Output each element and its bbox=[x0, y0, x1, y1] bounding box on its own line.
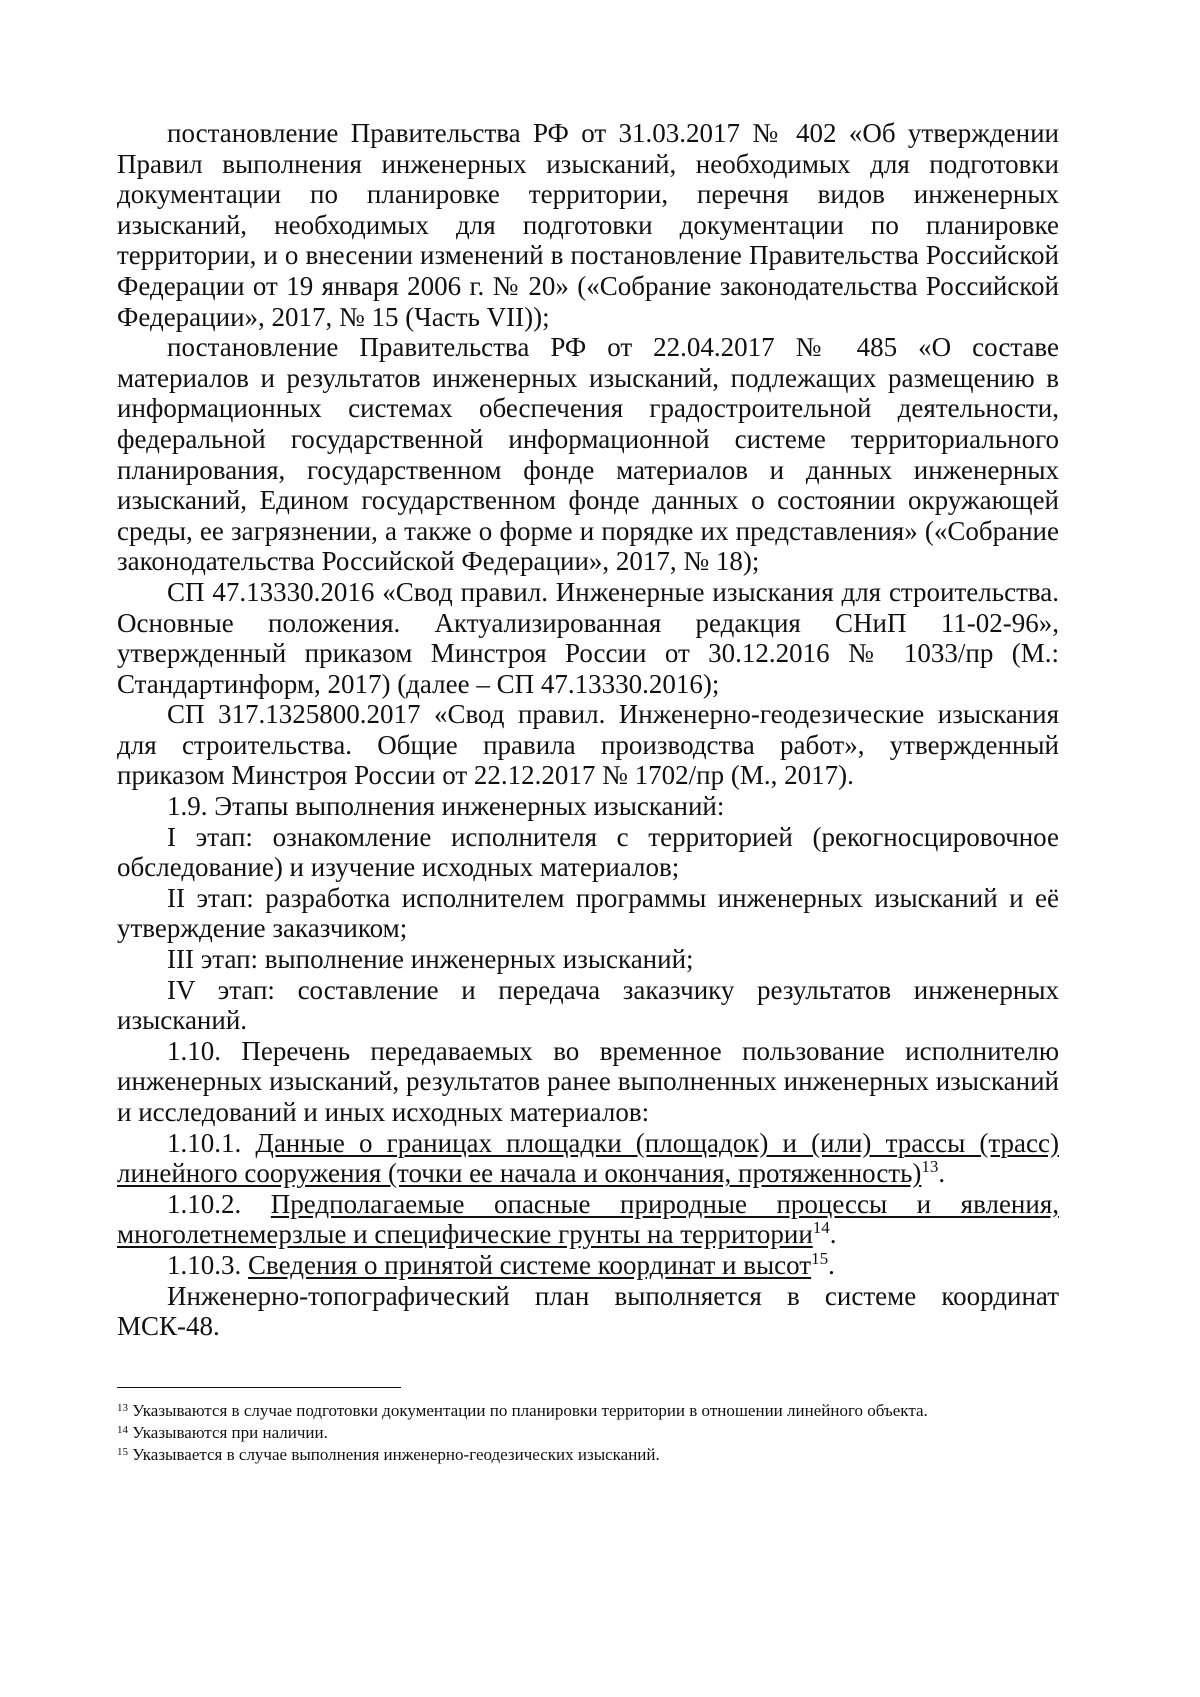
document-body bbox=[117, 118, 1059, 1342]
footnote-marker: 13 bbox=[117, 1402, 128, 1414]
item-number: 1.10.2. bbox=[167, 1188, 271, 1219]
paragraph-sp-47: СП 47.13330.2016 «Свод правил. Инженерные изыскания для строительства. Основные положения. Актуализированная редакция СНиП 11-02-96», утвержденный приказом Минстроя России от 30.12.2016 № 1033/пр (М.: Стандартинформ, 2017) (далее – СП 47.13330.2016); bbox=[117, 576, 1059, 699]
item-text: Сведения о принятой системе координат и высот bbox=[248, 1249, 812, 1280]
item-text: Данные о границах площадки (площадок) и (или) трассы (трасс) линейного сооружения (точки ее начала и окончания, протяженность) bbox=[117, 1127, 1059, 1189]
footnote-ref[interactable]: 13 bbox=[921, 1157, 939, 1177]
section-1-9-heading: 1.9. Этапы выполнения инженерных изысканий: bbox=[167, 791, 725, 822]
footnote-13 bbox=[117, 1400, 1077, 1422]
footnote-15 bbox=[117, 1444, 1077, 1466]
item-end: . bbox=[938, 1158, 946, 1189]
footnote-ref[interactable]: 15 bbox=[811, 1248, 829, 1268]
stage-2: II этап: разработка исполнителем программы инженерных изысканий и её утверждение заказчиком; bbox=[117, 882, 1059, 944]
footnotes bbox=[117, 1400, 1077, 1466]
paragraph-pp-485: постановление Правительства РФ от 22.04.2017 № 485 «О составе материалов и результатов инженерных изысканий, подлежащих размещению в информационных системах обеспечения градостроительной деятельности, федеральной государственной информационной системе территориального планирования, государственном фонде материалов и данных инженерных изысканий, Едином государственном фонде данных о состоянии окружающей среды, ее загрязнении, а также о форме и порядке их представления» («Собрание законодательства Российской Федерации», 2017, № 18); bbox=[117, 332, 1059, 577]
item-end: . bbox=[829, 1219, 837, 1250]
footnote-ref[interactable]: 14 bbox=[812, 1218, 830, 1238]
footnote-separator bbox=[117, 1387, 401, 1388]
paragraph-msk-48: Инженерно-топографический план выполняется в системе координат МСК-48. bbox=[117, 1280, 1059, 1342]
footnote-text: Указывается в случае выполнения инженерно-геодезических изысканий. bbox=[128, 1445, 660, 1464]
item-1-10-1 bbox=[117, 1128, 1059, 1189]
item-text: Предполагаемые опасные природные процессы и явления, многолетнемерзлые и специфические грунты на территории bbox=[117, 1188, 1060, 1250]
section-1-10-heading: 1.10. Перечень передаваемых во временное пользование исполнителю инженерных изысканий, результатов ранее выполненных инженерных изысканий и исследований и иных исходных материалов: bbox=[117, 1035, 1059, 1127]
footnote-marker: 15 bbox=[117, 1446, 128, 1458]
footnote-text: Указываются в случае подготовки документации по планировки территории в отношении линейного объекта. bbox=[128, 1401, 928, 1420]
item-number: 1.10.1. bbox=[167, 1127, 256, 1158]
paragraph-sp-317: СП 317.1325800.2017 «Свод правил. Инженерно-геодезические изыскания для строительства. Общие правила производства работ», утвержденный приказом Минстроя России от 22.12.2017 № 1702/пр (М., 2017). bbox=[117, 699, 1059, 791]
paragraph-pp-402: постановление Правительства РФ от 31.03.2017 № 402 «Об утверждении Правил выполнения инженерных изысканий, необходимых для подготовки документации по планировке территории, перечня видов инженерных изысканий, необходимых для подготовки документации по планировке территории, и о внесении изменений в постановление Правительства Российской Федерации от 19 января 2006 г. № 20» («Собрание законодательства Российской Федерации», 2017, № 15 (Часть VII)); bbox=[117, 118, 1059, 332]
footnote-marker: 14 bbox=[117, 1424, 128, 1436]
item-1-10-2 bbox=[117, 1189, 1059, 1250]
footnote-text: Указываются при наличии. bbox=[128, 1423, 328, 1442]
item-number: 1.10.3. bbox=[167, 1249, 248, 1280]
footnote-14 bbox=[117, 1422, 1077, 1444]
stage-4: IV этап: составление и передача заказчику результатов инженерных изысканий. bbox=[117, 974, 1059, 1036]
stage-1: I этап: ознакомление исполнителя с территорией (рекогносцировочное обследование) и изучение исходных материалов; bbox=[117, 821, 1059, 883]
item-end: . bbox=[828, 1249, 835, 1280]
stage-3: III этап: выполнение инженерных изысканий; bbox=[167, 944, 694, 975]
item-1-10-3 bbox=[117, 1250, 1059, 1281]
